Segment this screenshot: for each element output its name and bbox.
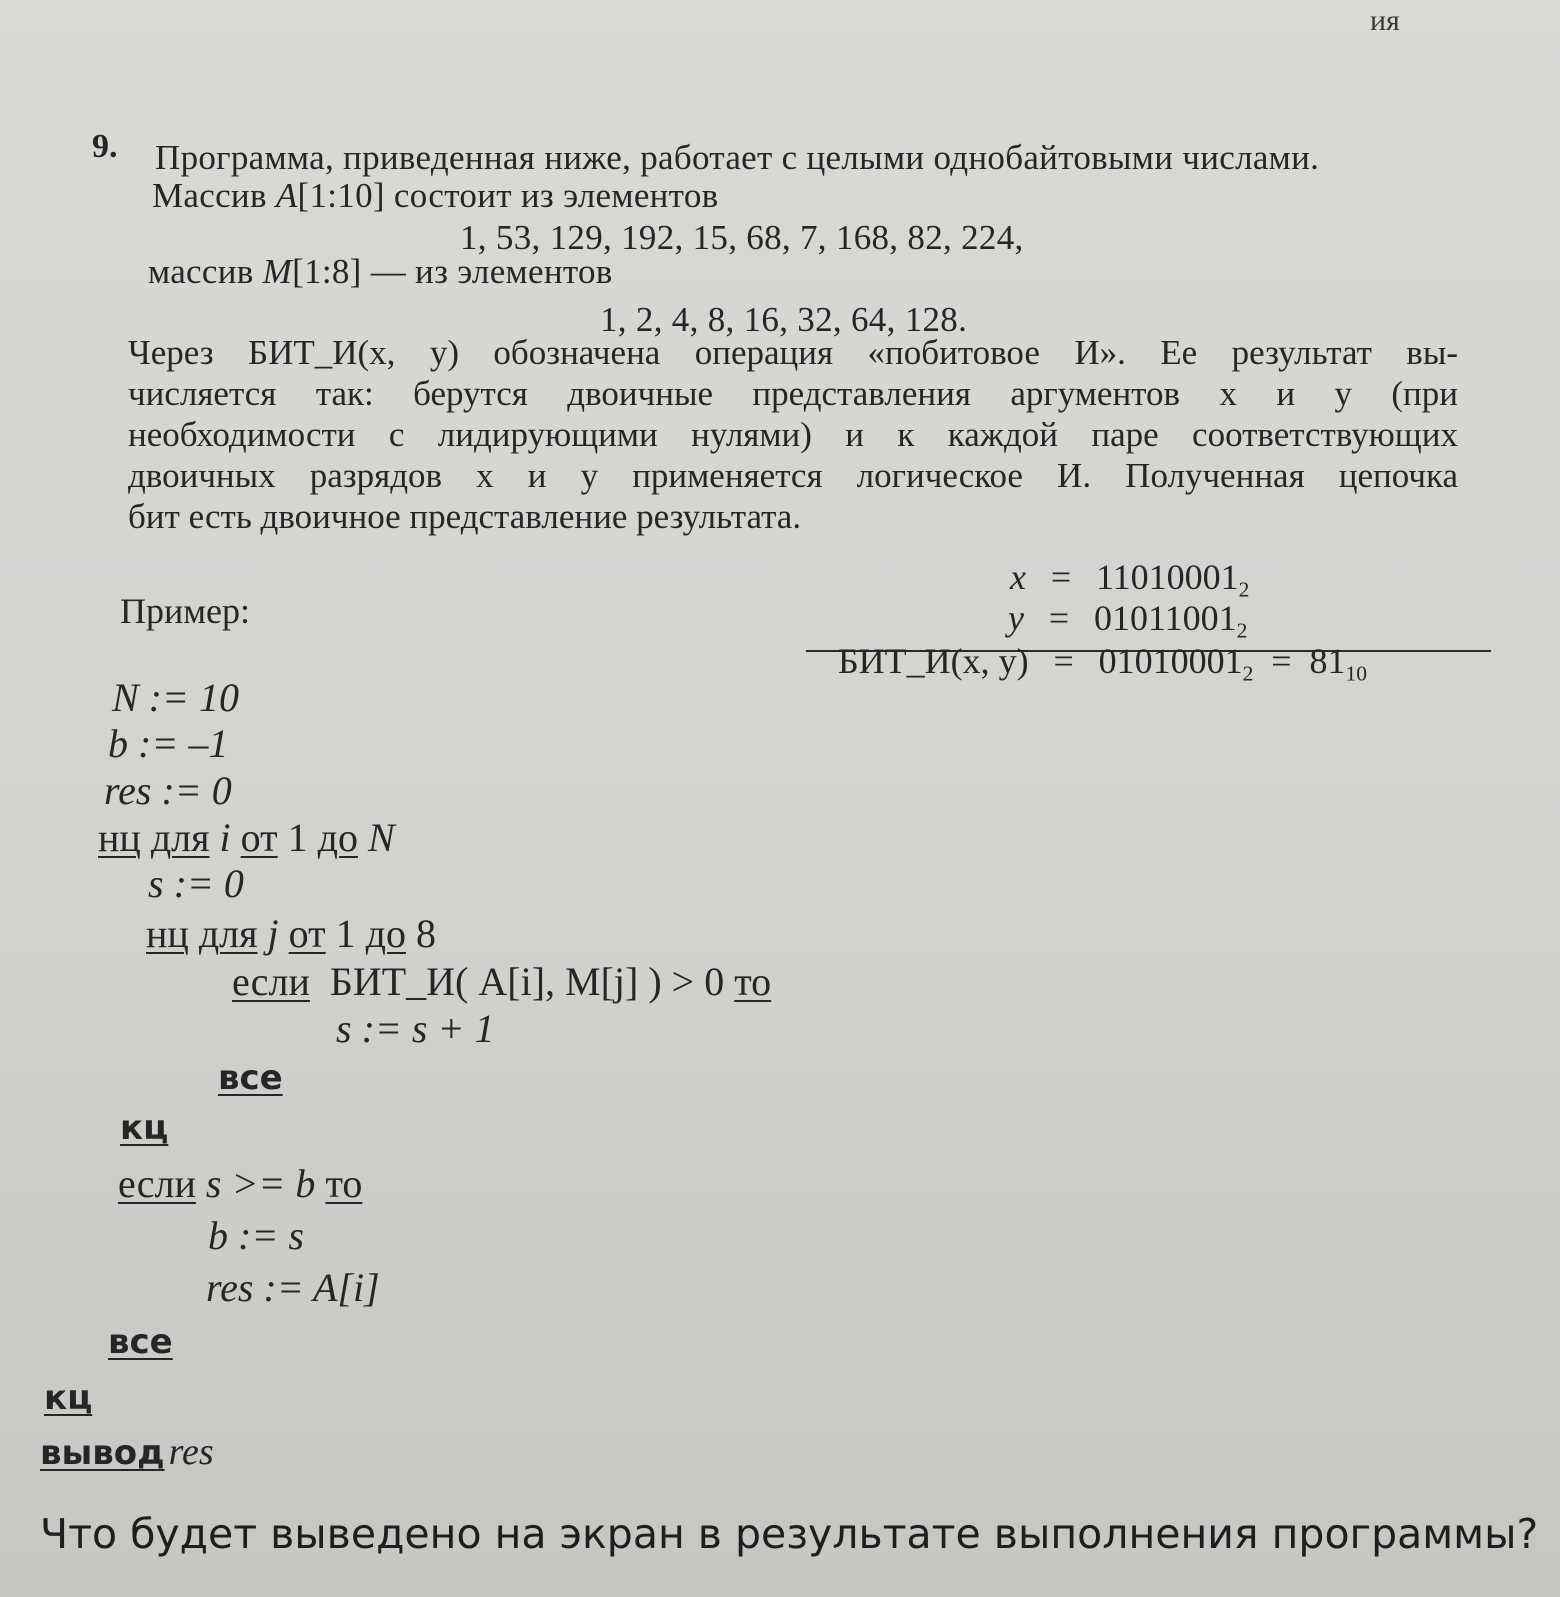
example-x-label: x (1010, 557, 1026, 597)
keyword-to: то (325, 1161, 363, 1206)
code-line-s0 (148, 860, 244, 907)
code-line-res (104, 767, 232, 814)
code-outer-vse (108, 1322, 173, 1362)
paragraph-line: двоичных разрядов x и y применяется логическое И. Полученная цепочка (128, 456, 1458, 495)
keyword-esli: если (118, 1161, 196, 1206)
base-subscript: 2 (1236, 618, 1248, 643)
definition-paragraph (128, 332, 1458, 537)
code-outer-kc (44, 1378, 92, 1418)
array-a-name: A (275, 176, 298, 215)
base-subscript: 2 (1238, 577, 1250, 602)
array-a-range: [1:10] (297, 176, 385, 215)
code-output (40, 1430, 214, 1474)
array-m-values: 1, 2, 4, 8, 16, 32, 64, 128. (600, 300, 968, 339)
example-x-value (1096, 556, 1249, 603)
keyword-vse: все (108, 1322, 173, 1362)
question-text: Что будет выведено на экран в результате выполнения программы? (40, 1510, 1539, 1558)
equals-sign: = (1053, 641, 1074, 681)
code-line-s-inc (336, 1005, 494, 1052)
keyword-kc: кц (44, 1378, 93, 1418)
code-assign-s0: s := 0 (148, 861, 244, 906)
keyword-to: то (734, 959, 772, 1004)
keyword-vyvod: вывод (40, 1433, 165, 1473)
code-line-b (108, 720, 228, 767)
outer-condition: s >= b (205, 1161, 316, 1206)
code-outer-if (118, 1160, 362, 1207)
keyword-do: до (317, 815, 358, 860)
array-m-range: [1:8] (292, 252, 362, 291)
corner-fragment: ия (1370, 4, 1400, 37)
keyword-nc: нц (146, 911, 189, 956)
code-inner-if (232, 958, 771, 1005)
keyword-vse: все (218, 1058, 283, 1098)
intro-line-2-suffix: состоит из элементов (384, 176, 719, 215)
x-binary: 11010001 (1095, 557, 1239, 597)
keyword-esli: если (232, 959, 310, 1004)
equals-sign: = (1271, 641, 1292, 681)
code-assign-res-ai: res := A[i] (206, 1265, 380, 1310)
code-assign-res: res := 0 (104, 768, 232, 813)
intro-line-3 (148, 252, 613, 292)
result-decimal: 81 (1309, 641, 1346, 681)
intro-line-2 (152, 176, 718, 216)
loop-start: 1 (287, 815, 308, 860)
keyword-dlya: для (198, 911, 258, 956)
equals-sign: = (1048, 598, 1070, 638)
problem-number: 9. (92, 128, 118, 165)
keyword-nc: нц (98, 815, 141, 860)
code-increment-s: s := s + 1 (336, 1006, 495, 1051)
intro-line-2-prefix: Массив (152, 176, 276, 215)
paragraph-line: бит есть двоичное представление результата. (128, 497, 802, 536)
code-line-b-s (208, 1212, 304, 1259)
intro-line-1: Программа, приведенная ниже, работает с целыми однобайтовыми числами. (155, 138, 1320, 177)
y-binary: 01011001 (1093, 598, 1237, 638)
loop-end-8: 8 (415, 911, 436, 956)
paragraph-line: необходимости с лидирующими нулями) и к каждой паре соответствующих (128, 415, 1458, 454)
keyword-dlya: для (150, 815, 210, 860)
equals-sign: = (1050, 557, 1072, 597)
code-inner-vse (218, 1058, 283, 1098)
example-result-label: БИТ_И(x, y) (838, 641, 1029, 681)
code-assign-b-s: b := s (208, 1213, 304, 1258)
code-assign-b: b := –1 (108, 721, 229, 766)
code-inner-loop (146, 910, 436, 957)
example-y-row (1008, 597, 1247, 644)
loop-var-i: i (219, 815, 231, 860)
loop-end-n: N (367, 815, 395, 860)
paragraph-line: Через БИТ_И(x, y) обозначена операция «побитовое И». Ее результат вы- (128, 333, 1458, 372)
example-x-row (1010, 556, 1249, 603)
base-subscript: 10 (1345, 661, 1368, 686)
result-binary: 01010001 (1098, 641, 1243, 681)
keyword-ot: от (288, 911, 326, 956)
output-var-res: res (168, 1431, 214, 1473)
example-result-row (838, 640, 1367, 687)
example-y-label: y (1008, 598, 1024, 638)
array-m-name: M (262, 252, 293, 291)
keyword-kc: кц (120, 1108, 169, 1148)
paragraph-line: числяется так: берутся двоичные представления аргументов x и y (при (128, 374, 1458, 413)
example-label: Пример: (120, 591, 251, 631)
loop-start: 1 (335, 911, 356, 956)
inner-condition: БИТ_И( A[i], M[j] ) > 0 (329, 959, 725, 1004)
code-line-res-ai (206, 1264, 380, 1311)
intro-line-3-prefix: массив (148, 252, 263, 291)
keyword-ot: от (240, 815, 278, 860)
base-subscript: 2 (1242, 661, 1254, 686)
example-y-value (1094, 597, 1247, 644)
code-outer-loop (98, 814, 395, 861)
loop-var-j: j (267, 911, 279, 956)
keyword-do: до (365, 911, 406, 956)
code-line-n (112, 674, 239, 721)
code-assign-n: N := 10 (112, 675, 239, 720)
intro-line-3-suffix: — из элементов (361, 252, 613, 291)
array-a-values: 1, 53, 129, 192, 15, 68, 7, 168, 82, 224, (460, 218, 1024, 257)
code-inner-kc (120, 1108, 168, 1148)
